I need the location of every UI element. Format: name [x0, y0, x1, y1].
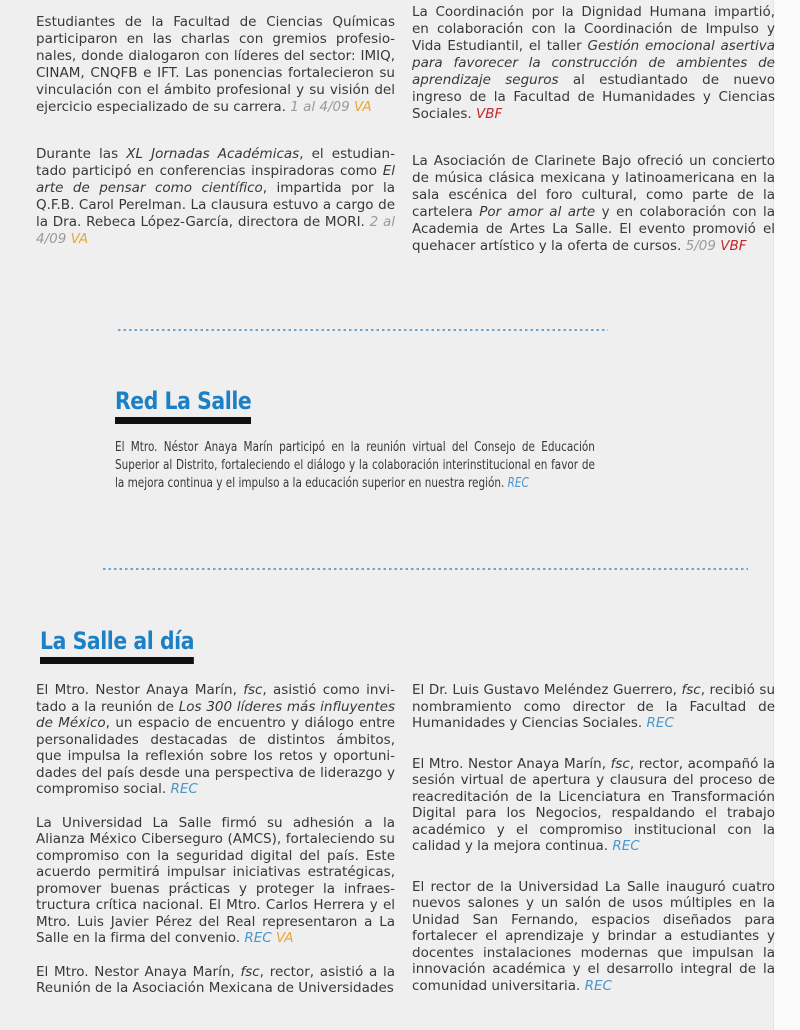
top-right-column	[412, 0, 775, 285]
la-salle-al-dia-section	[0, 682, 800, 1018]
news-item: Estudiantes de la Facultad de Ciencias Químicas participaron en las charlas con gremios profesionales, donde dialogaron con líderes del sector: IMIQ, CINAM, CNQFB e IFT. Las ponencias fortalecieron su vinculación con el ámbito profesional y su visión del ejercicio especializado de su carrera. 1 al 4/09 VA	[36, 14, 395, 115]
news-item: El Dr. Luis Gustavo Meléndez Guerrero, fsc, recibió su nombramiento como director de la Facultad de Humanidades y Ciencias Sociales. REC	[412, 682, 775, 731]
top-news-section	[0, 0, 800, 285]
news-item: El Mtro. Nestor Anaya Marín, fsc, asistió como invitado a la reunión de Los 300 líderes más influyentes de México, un espacio de encuentro y diálogo entre personalidades destacadas de distintos ámbitos, que impulsa la reflexión sobre los retos y oportunidades del país desde una perspectiva de liderazgo y compromiso social. REC	[36, 682, 396, 797]
news-item: La Asociación de Clarinete Bajo ofreció un concierto de música clásica mexicana y latinoamericana en la sala escénica del foro cultural, como parte de la cartelera Por amor al arte y en colaboración con la Academia de Artes La Salle. El evento promovió el quehacer artístico y la oferta de cursos. 5/09 VBF	[412, 153, 775, 254]
news-item: El rector de la Universidad La Salle inauguró cuatro nuevos salones y un salón de usos múltiples en la Unidad San Fernando, espacios diseñados para fortalecer el aprendizaje y brindar a estudiantes y docentes instalaciones modernas que impulsan la innovación académica y el desarrollo integral de la comunidad universitaria. REC	[412, 878, 775, 994]
news-item: El Mtro. Nestor Anaya Marín, fsc, rector, acompañó la sesión virtual de apertura y clausura del proceso de reacreditación de la Licenciatura en Transformación Digital para los Negocios, respaldando el trabajo académico y el compromiso institucional con la calidad y la mejora continua. REC	[412, 755, 776, 854]
section-title-la-salle-al-dia: La Salle al día	[40, 628, 194, 664]
section-title-red-la-salle: Red La Salle	[115, 388, 251, 424]
news-item: El Mtro. Nestor Anaya Marín, fsc, rector, asistió a la Reunión de la Asociación Mexicana de Universidades	[36, 963, 395, 996]
top-left-column	[36, 0, 395, 285]
news-item: La Universidad La Salle firmó su adhesión a la Alianza México Ciberseguro (AMCS), fortaleciendo su compromiso con la seguridad digital del país. Este acuerdo permitirá impulsar iniciativas estratégicas, promover buenas prácticas y proteger la infraestructura crítica nacional. El Mtro. Carlos Herrera y el Mtro. Luis Javier Pérez del Real representaron a La Salle en la firma del convenio. REC VA	[36, 814, 395, 946]
dashed-divider	[103, 568, 748, 570]
bottom-right-column	[412, 682, 775, 1018]
bottom-left-column	[36, 682, 395, 1018]
news-item: Durante las XL Jornadas Académicas, el estudiantado participó en conferencias inspiradoras como El arte de pensar como científico, impartida por la Q.F.B. Carol Perelman. La clausura estuvo a cargo de la Dra. Rebeca López-García, directora de MORI. 2 al 4/09 VA	[36, 146, 396, 247]
news-item: La Coordinación por la Dignidad Humana impartió, en colaboración con la Coordinación de Impulso y Vida Estudiantil, el taller Gestión emocional asertiva para favorecer la construcción de ambientes de aprendizaje seguros al estudiantado de nuevo ingreso de la Facultad de Humanidades y Ciencias Sociales. VBF	[412, 4, 775, 122]
news-item: El Mtro. Néstor Anaya Marín participó en la reunión virtual del Consejo de Educación Superior al Distrito, fortaleciendo el diálogo y la colaboración interinstitucional en favor de la mejora continua y el impulso a la educación superior en nuestra región. REC	[115, 439, 595, 491]
dashed-divider	[118, 329, 608, 331]
